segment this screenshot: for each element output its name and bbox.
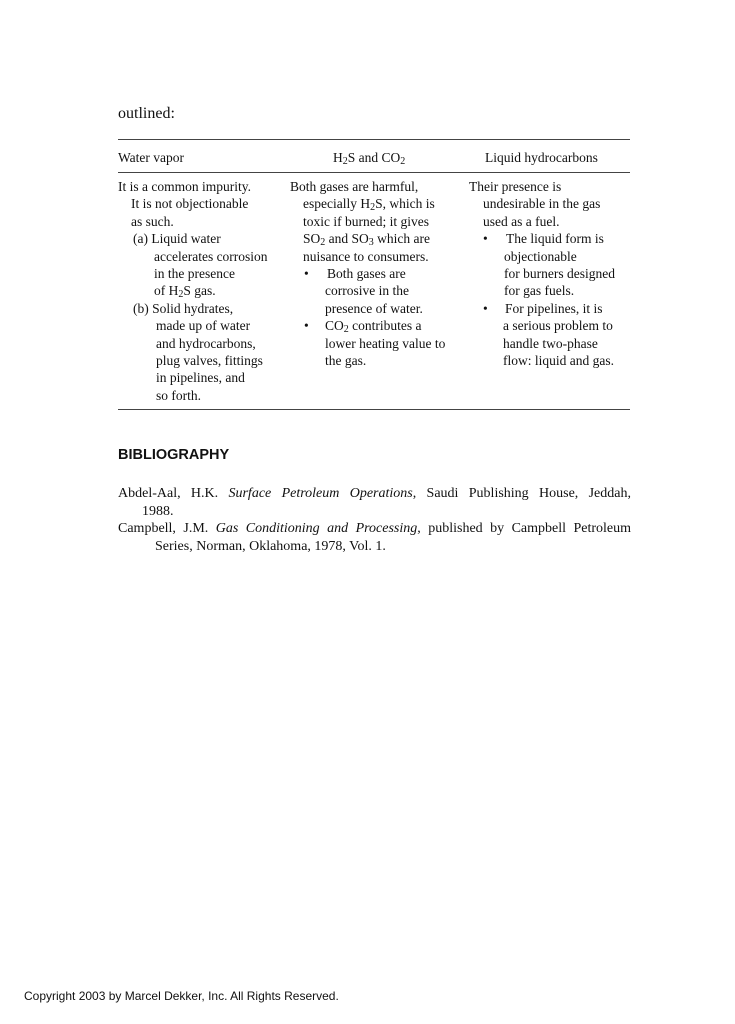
table-top-rule (118, 139, 630, 140)
bullet-icon: • (304, 318, 309, 334)
copyright-footer: Copyright 2003 by Marcel Dekker, Inc. All Rights Reserved. (24, 989, 339, 1003)
h2s-co2-cell: Both gases are harmful, especially $H_2S$, which is toxic if burned; it gives $SO_2$ and $SO_3$ which are nuisance to consumers. • Both gases are corrosive in the presence of water. • $CO_2$ contributes a lower heating value to the gas. (290, 179, 446, 369)
bullet-icon: • (483, 300, 488, 316)
table-header-rule (118, 172, 630, 173)
bullet-icon: • (304, 266, 309, 282)
intro-text: outlined: (118, 105, 175, 122)
bullet-icon: • (483, 231, 488, 247)
bibliography-list (118, 485, 631, 555)
table-bottom-rule (118, 409, 630, 410)
bibliography-heading: BIBLIOGRAPHY (118, 447, 230, 463)
header-liquid-hydrocarbons: Liquid hydrocarbons (485, 150, 598, 165)
bibliography-entry: Campbell, J.M. Gas Conditioning and Processing, published by Campbell Petroleum Series, Norman, Oklahoma, 1978, Vol. 1. (118, 521, 631, 554)
header-water-vapor: Water vapor (118, 150, 185, 165)
liquid-hydrocarbons-cell: Their presence is undesirable in the gas used as a fuel. • The liquid form is objectionable for burners designed for gas fuels. • For pipelines, it is a serious problem to handle two-phase flow: liquid and gas. (469, 179, 615, 369)
bibliography-entry: Abdel-Aal, H.K. Surface Petroleum Operations, Saudi Publishing House, Jeddah, 1988. (118, 486, 631, 519)
header-h2s-co2: $H_2S$ and $CO_2$ (333, 150, 406, 167)
water-vapor-cell: It is a common impurity. It is not objectionable as such. (a) Liquid water accelerates corrosion in the presence of $H_2S$ gas. (b) Solid hydrates, made up of water and hydrocarbons, plug valves, fittings in pipelines, and so forth. (118, 179, 268, 403)
